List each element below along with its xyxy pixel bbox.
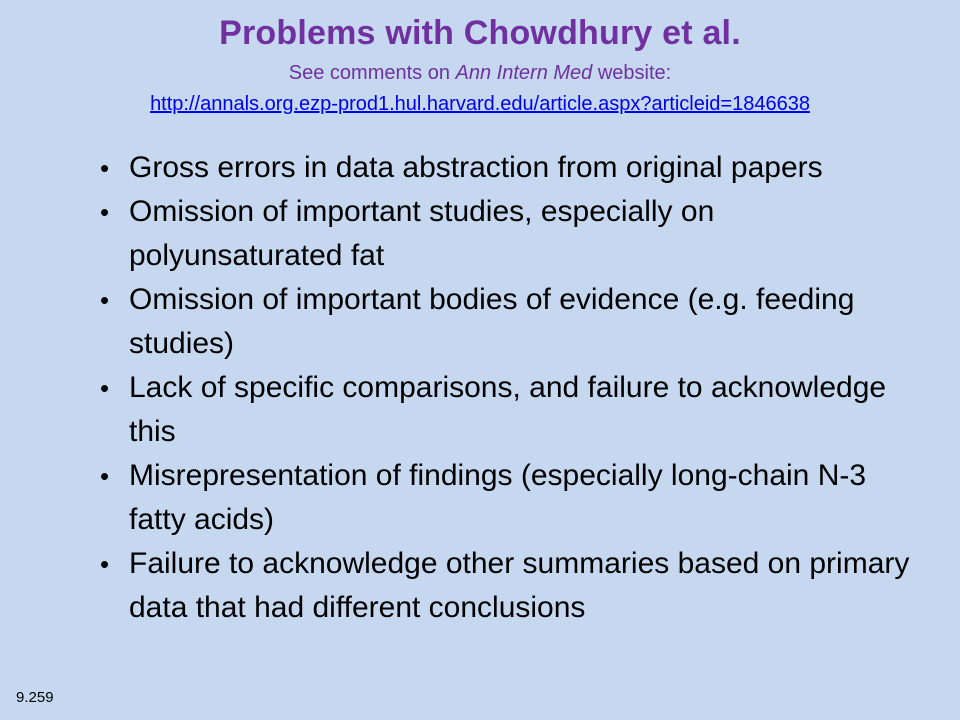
bullet-dot-icon: •: [100, 549, 110, 579]
bullet-dot-icon: •: [100, 197, 110, 227]
article-link[interactable]: http://annals.org.ezp-prod1.hul.harvard.edu/article.aspx?articleid=1846638: [150, 93, 810, 115]
journal-name: Ann Intern Med: [455, 62, 593, 84]
bullet-text: Failure to acknowledge other summaries based on primary data that had different conclusions: [129, 547, 910, 624]
slide-title: Problems with Chowdhury et al.: [219, 14, 741, 52]
bullet-text: Lack of specific comparisons, and failure to acknowledge this: [129, 371, 887, 448]
bullet-list: [100, 146, 920, 630]
slide-number: 9.259: [16, 689, 54, 706]
bullet-item: [100, 190, 920, 278]
bullet-item: [100, 542, 920, 630]
bullet-text: Omission of important bodies of evidence (e.g. feeding studies): [129, 283, 855, 360]
subtitle-suffix: website:: [592, 62, 672, 84]
bullet-dot-icon: •: [100, 285, 110, 315]
bullet-dot-icon: •: [100, 153, 110, 183]
bullet-text: Gross errors in data abstraction from original papers: [129, 151, 823, 184]
slide-subtitle: [0, 62, 960, 85]
bullet-text: Omission of important studies, especially on polyunsaturated fat: [129, 195, 715, 272]
subtitle-prefix: See comments on: [288, 62, 456, 84]
bullet-item: [100, 146, 920, 190]
bullet-item: [100, 366, 920, 454]
bullet-dot-icon: •: [100, 461, 110, 491]
bullet-dot-icon: •: [100, 373, 110, 403]
bullet-text: Misrepresentation of findings (especially long-chain N-3 fatty acids): [129, 459, 867, 536]
bullet-item: [100, 278, 920, 366]
bullet-item: [100, 454, 920, 542]
